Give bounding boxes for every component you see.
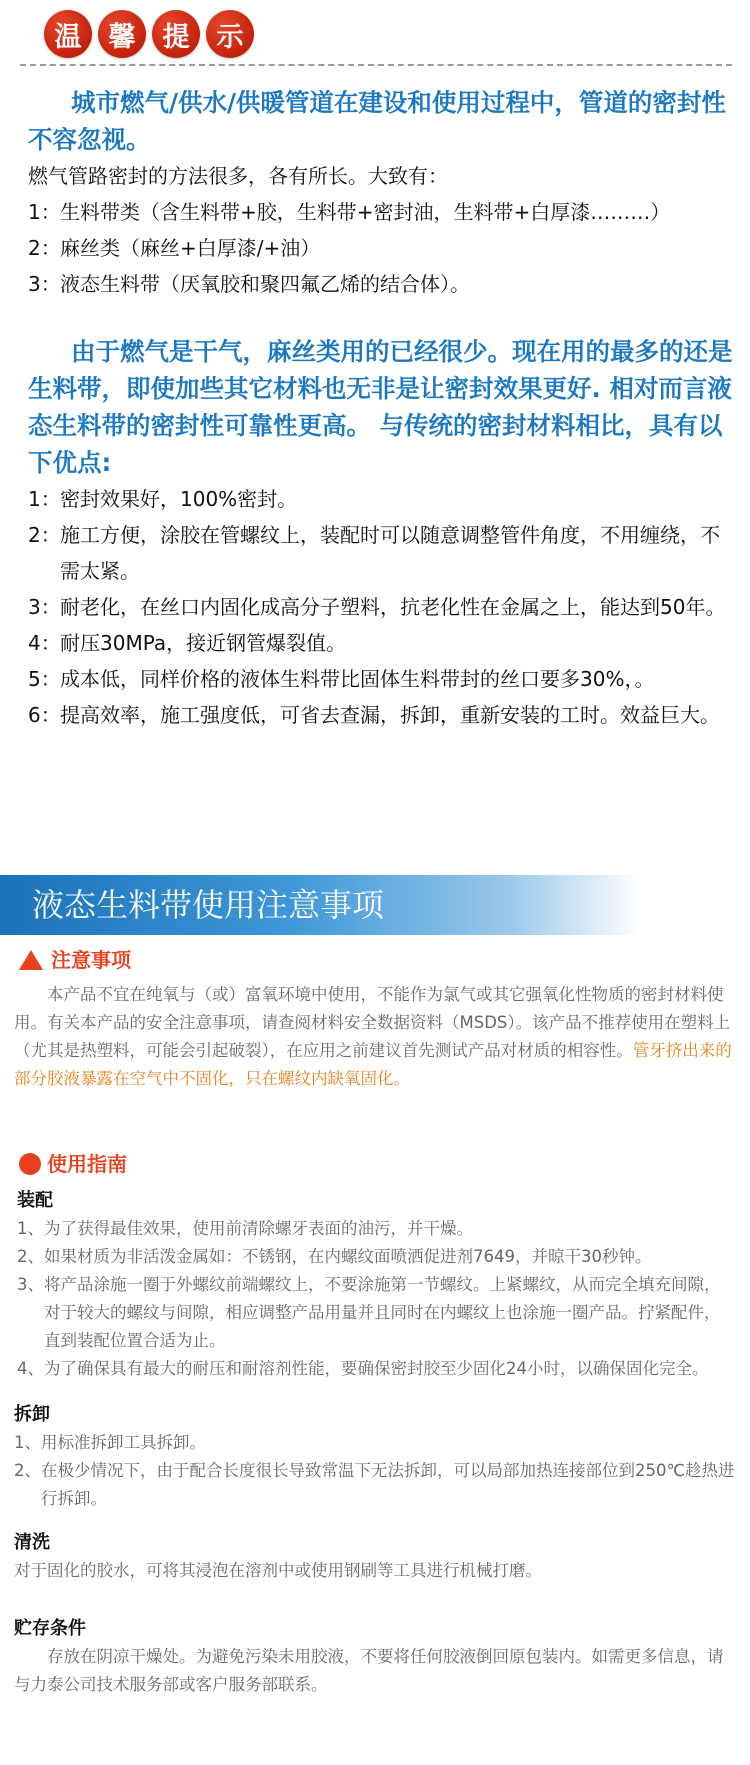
item-number: 3： — [28, 272, 61, 296]
advantages-lead: 由于燃气是干气，麻丝类用的已经很少。现在用的最多的还是生料带，即使加些其它材料也无非是让密封效果更好. 相对而言液态生料带的密封性可靠性更高。 与传统的密封材料相比，具有以下优点: — [28, 337, 733, 477]
item-text: 如果材质为非活泼金属如：不锈钢，在内螺纹面喷洒促进剂7649，并晾干30秒钟。 — [44, 1247, 652, 1266]
disassembly-title: 拆卸 — [14, 1404, 50, 1425]
cleaning-text: 对于固化的胶水，可将其浸泡在溶剂中或使用钢刷等工具进行机械打磨。 — [14, 1561, 542, 1580]
list-item — [28, 194, 736, 230]
disassembly-list — [14, 1429, 736, 1513]
guide-heading-label: 使用指南 — [47, 1152, 127, 1176]
list-item — [17, 1271, 736, 1355]
item-number: 2： — [28, 523, 61, 547]
cleaning-title: 清洗 — [14, 1532, 50, 1553]
badge-char: 馨 — [98, 10, 146, 58]
item-number: 4、 — [17, 1359, 44, 1378]
badge-char: 温 — [44, 10, 92, 58]
item-number: 1、 — [14, 1433, 41, 1452]
item-text: 成本低，同样价格的液体生料带比固体生料带封的丝口要多30%，。 — [60, 667, 655, 691]
notice-heading-label: 注意事项 — [51, 948, 131, 972]
badge-char: 示 — [206, 10, 254, 58]
assembly-list — [17, 1215, 736, 1383]
list-item — [17, 1243, 736, 1271]
usage-notes-section — [14, 945, 736, 1699]
guide-heading — [19, 1149, 736, 1179]
item-text: 用标准拆卸工具拆卸。 — [41, 1433, 206, 1452]
assembly-title: 装配 — [17, 1190, 53, 1211]
item-text: 为了获得最佳效果，使用前清除螺牙表面的油污，并干燥。 — [44, 1219, 473, 1238]
item-text: 提高效率，施工强度低，可省去查漏，拆卸，重新安装的工时。效益巨大。 — [60, 703, 720, 727]
list-item — [28, 697, 736, 733]
warm-tips-title — [44, 10, 254, 58]
notice-body — [14, 981, 736, 1093]
list-item — [14, 1429, 736, 1457]
banner-title: 液态生料带使用注意事项 — [32, 886, 385, 924]
badge-char: 提 — [152, 10, 200, 58]
intro-section — [28, 84, 736, 733]
item-number: 3、 — [17, 1275, 44, 1294]
list-item — [28, 517, 736, 589]
item-text: 耐压30MPa，接近钢管爆裂值。 — [60, 631, 347, 655]
item-text: 液态生料带（厌氧胶和聚四氟乙烯的结合体）。 — [60, 272, 470, 296]
list-item — [28, 589, 736, 625]
storage-title: 贮存条件 — [14, 1618, 86, 1639]
item-number: 6： — [28, 703, 61, 727]
list-item — [28, 481, 736, 517]
methods-list — [28, 194, 736, 302]
list-item — [28, 266, 736, 302]
list-item — [17, 1215, 736, 1243]
storage-text: 存放在阴凉干燥处。为避免污染未用胶液，不要将任何胶液倒回原包装内。如需更多信息，请与力泰公司技术服务部或客户服务部联系。 — [14, 1647, 724, 1694]
item-number: 4： — [28, 631, 61, 655]
list-item — [28, 661, 736, 697]
section-banner — [0, 875, 640, 935]
item-text: 在极少情况下，由于配合长度很长导致常温下无法拆卸，可以局部加热连接部位到250℃趁热进行拆卸。 — [41, 1461, 735, 1508]
item-text: 密封效果好，100%密封。 — [60, 487, 298, 511]
item-number: 1、 — [17, 1219, 44, 1238]
item-number: 2、 — [17, 1247, 44, 1266]
notice-heading — [19, 945, 736, 975]
item-text: 耐老化，在丝口内固化成高分子塑料，抗老化性在金属之上，能达到50年。 — [60, 595, 726, 619]
item-text: 施工方便，涂胶在管螺纹上，装配时可以随意调整管件角度，不用缠绕，不需太紧。 — [60, 523, 720, 583]
item-number: 3： — [28, 595, 61, 619]
notice-highlight: 管牙挤出来的部分胶液暴露在空气中不固化，只在螺纹内缺氧固化。 — [14, 1041, 732, 1088]
warning-triangle-icon — [19, 950, 43, 970]
list-item — [28, 230, 736, 266]
red-dot-icon — [19, 1153, 41, 1175]
item-number: 1： — [28, 200, 61, 224]
item-number: 2、 — [14, 1461, 41, 1480]
methods-intro: 燃气管路密封的方法很多，各有所长。大致有： — [28, 164, 448, 188]
item-text: 将产品涂施一圈于外螺纹前端螺纹上，不要涂施第一节螺纹。上紧螺纹，从而完全填充间隙，对于较大的螺纹与间隙，相应调整产品用量并且同时在内螺纹上也涂施一圈产品。拧紧配件，直到装配位置合适为止。 — [44, 1275, 721, 1350]
item-text: 生料带类（含生料带+胶，生料带+密封油，生料带+白厚漆………） — [60, 200, 671, 224]
advantages-list — [28, 481, 736, 733]
list-item — [17, 1355, 736, 1383]
item-number: 1： — [28, 487, 61, 511]
list-item — [14, 1457, 736, 1513]
notice-body-text: 本产品不宜在纯氧与（或）富氧环境中使用，不能作为氯气或其它强氧化性物质的密封材料使用。有关本产品的安全注意事项，请查阅材料安全数据资料（MSDS）。该产品不推荐使用在塑料上（尤其是热塑料，可能会引起破裂），在应用之前建议首先测试产品对材质的相容性。 — [14, 985, 731, 1060]
item-text: 为了确保具有最大的耐压和耐溶剂性能，要确保密封胶至少固化24小时，以确保固化完全。 — [44, 1359, 709, 1378]
item-number: 2： — [28, 236, 61, 260]
intro-lead: 城市燃气/供水/供暖管道在建设和使用过程中，管道的密封性不容忽视。 — [28, 88, 726, 154]
dashed-divider — [20, 64, 732, 66]
item-text: 麻丝类（麻丝+白厚漆/+油） — [60, 236, 321, 260]
list-item — [28, 625, 736, 661]
item-number: 5： — [28, 667, 61, 691]
